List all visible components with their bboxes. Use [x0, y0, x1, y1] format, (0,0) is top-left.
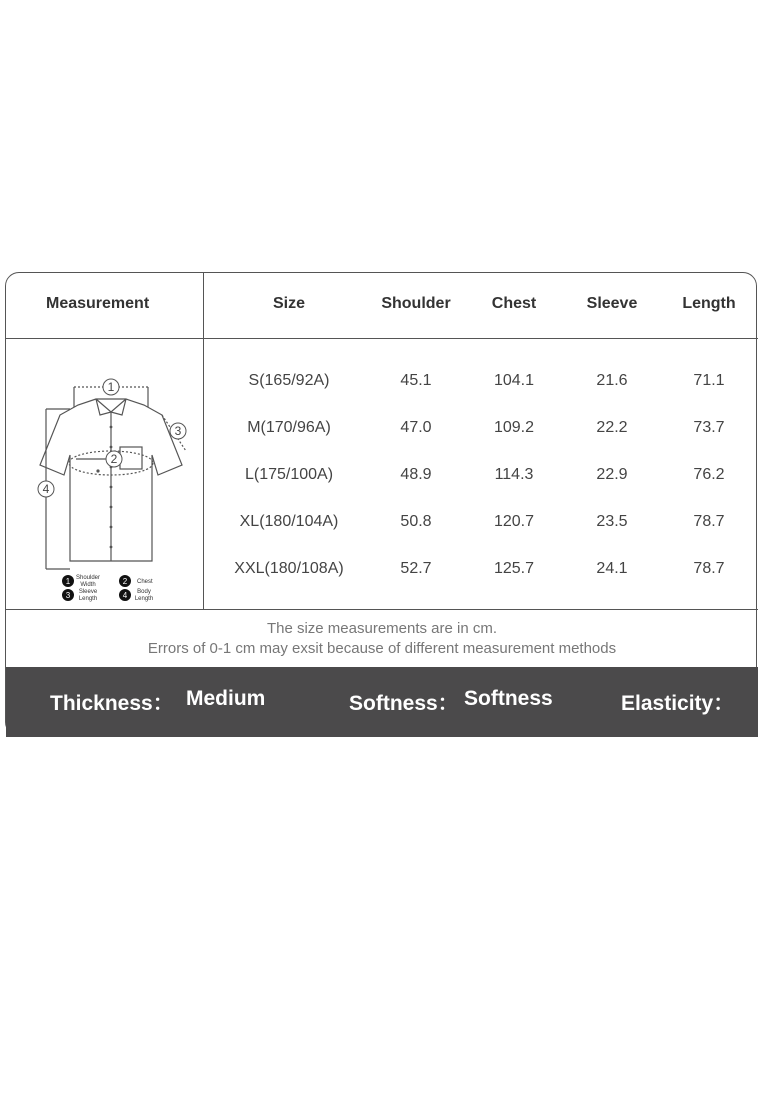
cell-length: 71.1 — [693, 372, 725, 389]
table-row — [204, 406, 758, 453]
table-row — [204, 547, 758, 594]
cell-sleeve: 21.6 — [596, 372, 628, 389]
cell-sleeve: 22.9 — [596, 466, 628, 483]
header-measurement: Measurement — [46, 295, 150, 312]
marker-length-icon — [38, 481, 54, 497]
cell-chest: 125.7 — [493, 560, 535, 577]
cell-size: XXL(180/108A) — [234, 560, 344, 577]
cell-size: S(165/92A) — [248, 372, 330, 389]
note-line-1: The size measurements are in cm. — [266, 620, 498, 637]
attributes-bar — [6, 667, 758, 737]
marker-chest-icon — [106, 451, 122, 467]
cell-chest: 120.7 — [493, 513, 535, 530]
measurement-note — [6, 609, 758, 667]
header-sleeve: Sleeve — [586, 295, 638, 312]
cell-length: 78.7 — [693, 560, 725, 577]
cell-size: XL(180/104A) — [239, 513, 339, 530]
cell-shoulder: 48.9 — [400, 466, 432, 483]
header-chest: Chest — [491, 295, 537, 312]
svg-text:1: 1 — [107, 380, 115, 394]
svg-text:3: 3 — [65, 591, 71, 600]
cell-sleeve: 22.2 — [596, 419, 628, 436]
svg-text:4: 4 — [122, 591, 128, 600]
cell-size: L(175/100A) — [244, 466, 334, 483]
table-row — [204, 453, 758, 500]
cell-chest: 104.1 — [493, 372, 535, 389]
cell-length: 78.7 — [693, 513, 725, 530]
diagram-legend — [62, 575, 153, 602]
svg-text:2: 2 — [110, 452, 118, 466]
header-shoulder: Shoulder — [381, 295, 451, 312]
table-row — [204, 500, 758, 547]
thickness-value: Medium — [186, 687, 266, 710]
legend-sleeve-length: Sleeve — [78, 589, 98, 595]
elasticity-label: Elasticity： — [621, 692, 735, 715]
cell-sleeve: 23.5 — [596, 513, 628, 530]
cell-shoulder: 52.7 — [400, 560, 432, 577]
cell-shoulder: 45.1 — [400, 372, 432, 389]
cell-chest: 114.3 — [494, 466, 534, 483]
legend-chest: Chest — [137, 579, 153, 585]
svg-text:Width: Width — [80, 582, 96, 588]
softness-label: Softness： — [349, 692, 459, 715]
marker-shoulder-icon — [103, 379, 119, 395]
cell-length: 73.7 — [693, 419, 725, 436]
table-row — [204, 359, 758, 406]
softness-value: Softness — [464, 687, 553, 710]
table-body — [6, 339, 758, 609]
cell-chest: 109.2 — [493, 419, 535, 436]
note-line-2: Errors of 0-1 cm may exsit because of different measurement methods — [147, 640, 617, 657]
legend-shoulder-width: Shoulder — [75, 575, 101, 581]
svg-text:4: 4 — [42, 482, 50, 496]
cell-shoulder: 47.0 — [400, 419, 432, 436]
cell-size: M(170/96A) — [247, 419, 331, 436]
svg-text:1: 1 — [65, 577, 71, 586]
table-header — [6, 273, 758, 339]
size-chart-card — [5, 272, 757, 736]
header-size: Size — [272, 295, 305, 312]
thickness-label: Thickness： — [50, 692, 174, 715]
cell-shoulder: 50.8 — [400, 513, 432, 530]
header-length: Length — [682, 295, 736, 312]
cell-length: 76.2 — [693, 466, 725, 483]
legend-body-length: Body — [137, 589, 151, 595]
svg-text:Length: Length — [78, 596, 98, 602]
svg-text:Length: Length — [134, 596, 154, 602]
shirt-measurement-diagram — [26, 357, 196, 602]
marker-sleeve-icon — [170, 423, 186, 439]
svg-text:3: 3 — [174, 424, 182, 438]
cell-sleeve: 24.1 — [596, 560, 628, 577]
svg-text:2: 2 — [122, 577, 128, 586]
